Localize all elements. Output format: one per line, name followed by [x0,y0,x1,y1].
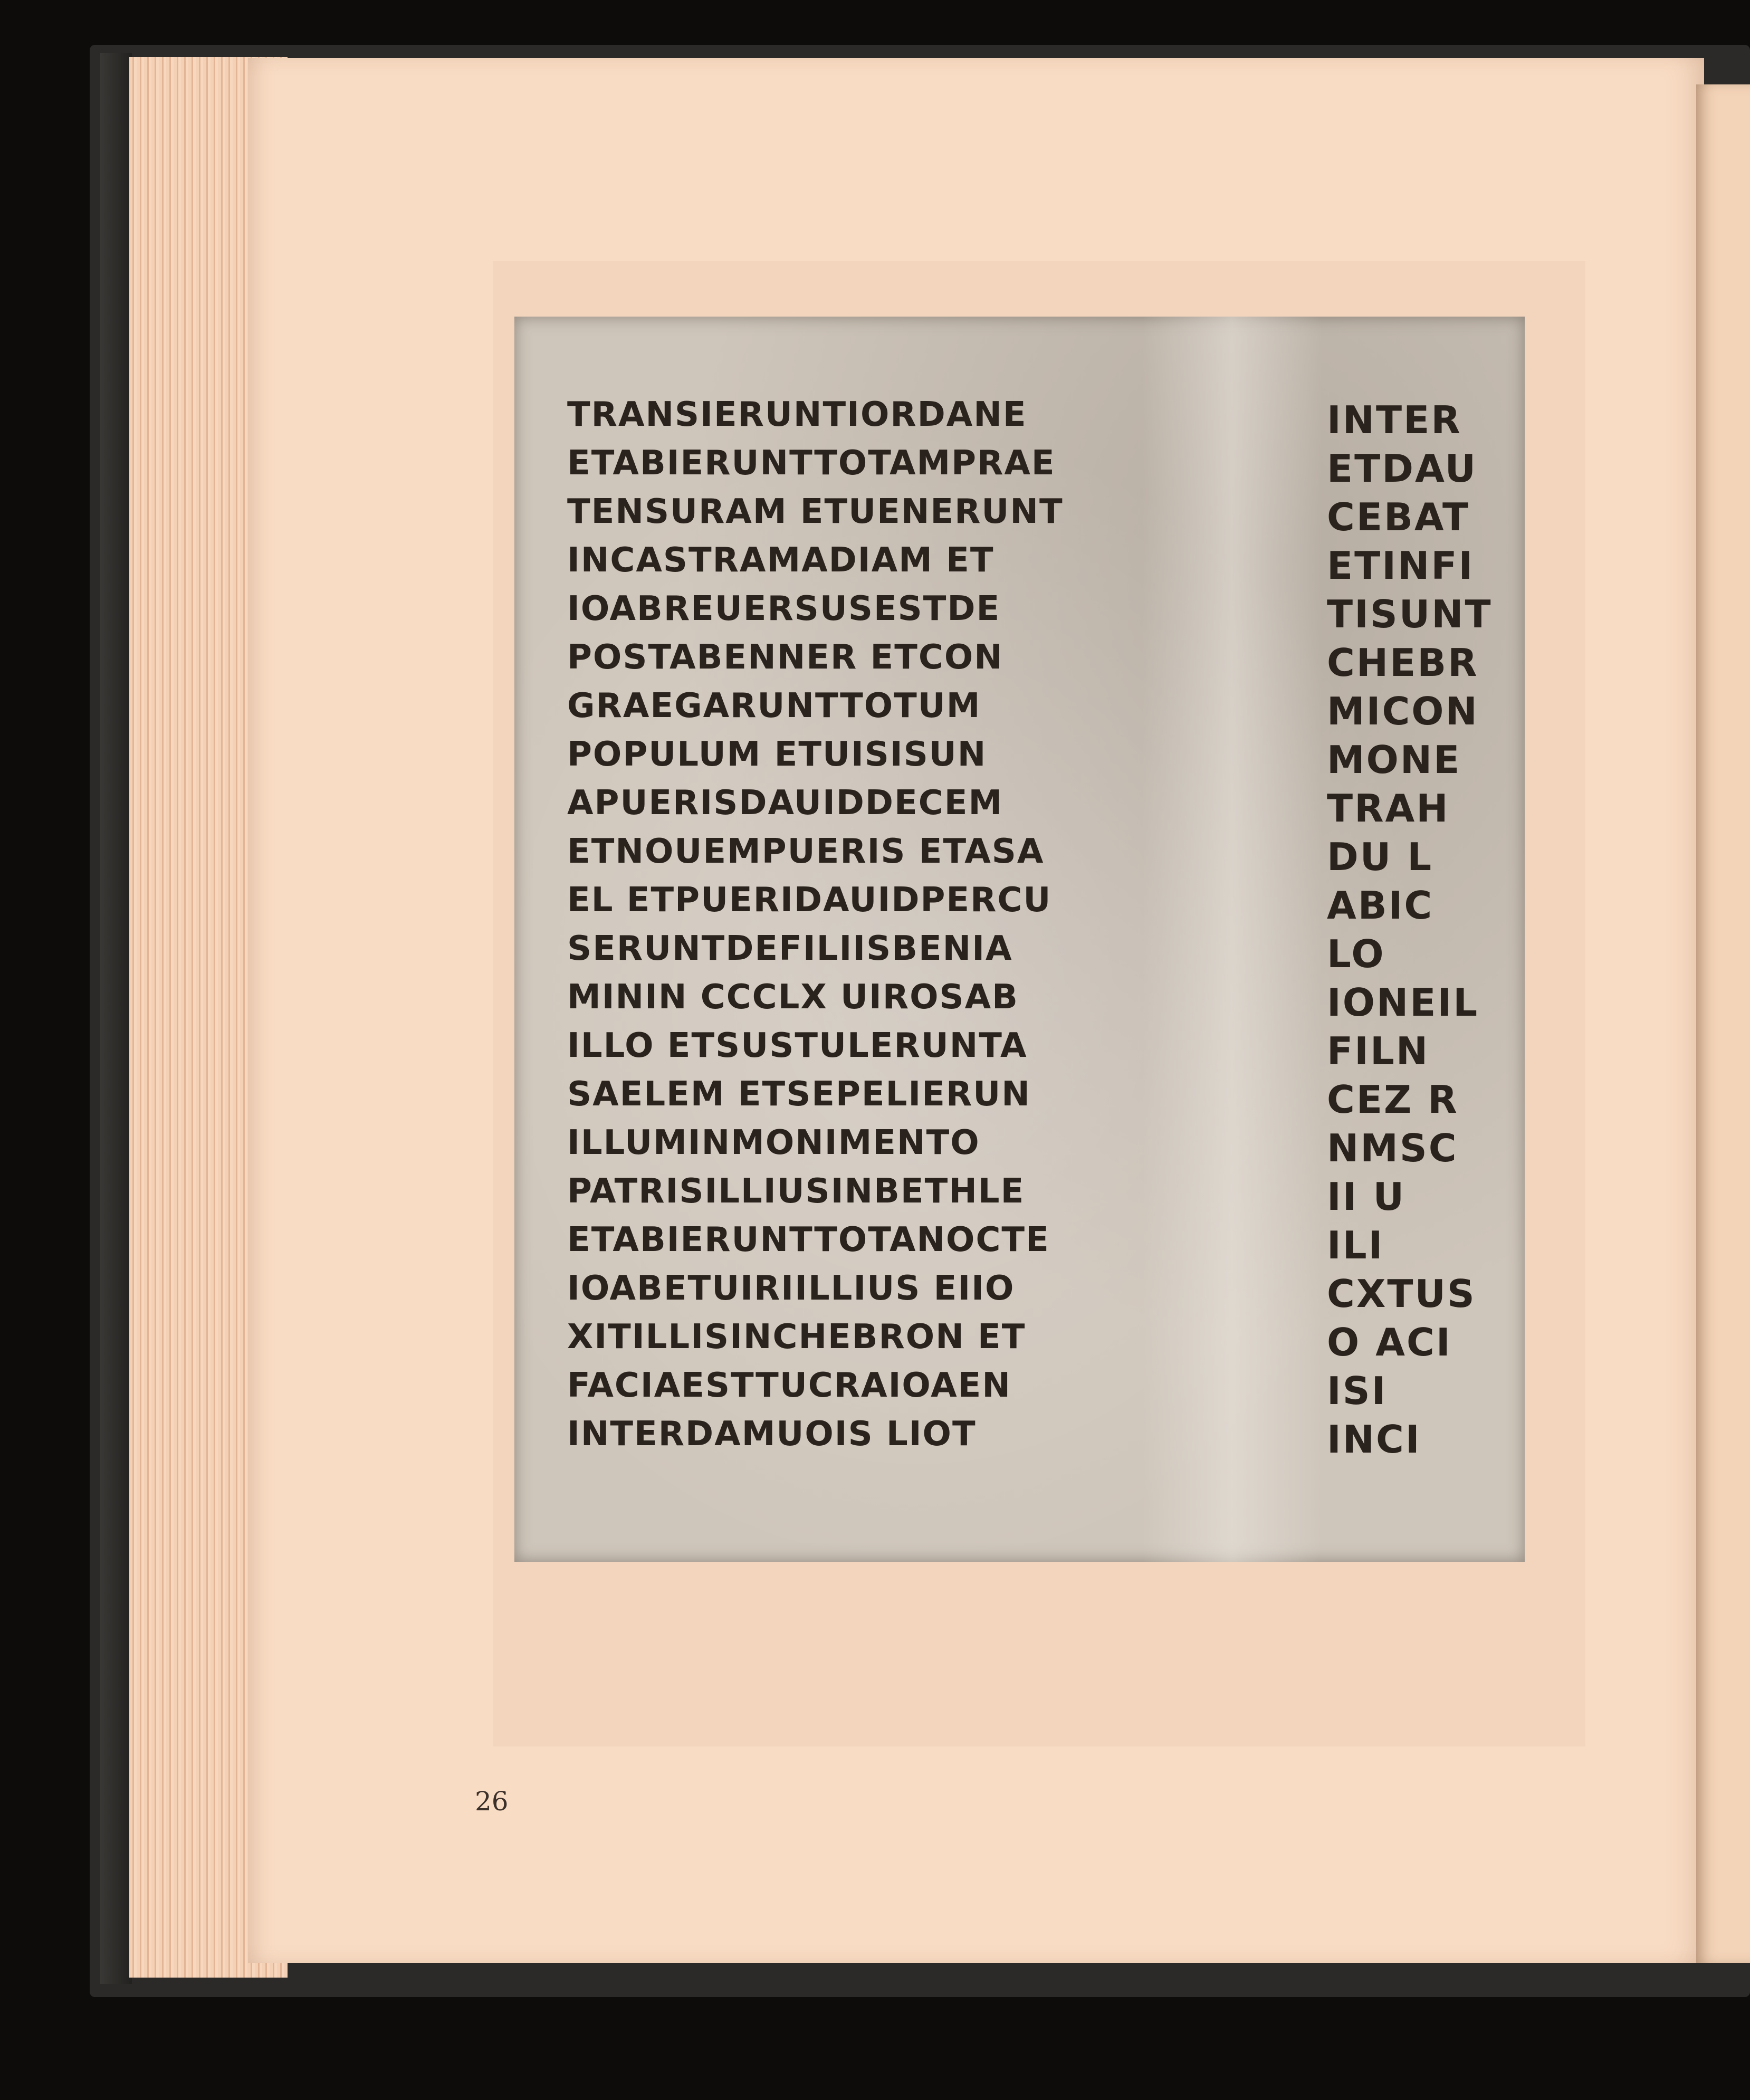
manuscript-line: XITILLISINCHEBRON ET [567,1318,1026,1357]
manuscript-line: IONEIL [1327,980,1479,1025]
manuscript-line: ISI [1327,1369,1388,1413]
manuscript-left-column [567,390,1174,1458]
manuscript-line: INCI [1327,1417,1421,1462]
manuscript-line: LO [1327,932,1385,976]
manuscript-line: GRAEGARUNTTOTUM [567,686,981,726]
manuscript-line: POPULUM ETUISISUN [567,735,987,774]
manuscript-line: POSTABENNER ETCON [567,638,1003,677]
manuscript-line: TRANSIERUNTIORDANE [567,395,1027,434]
manuscript-line: EL ETPUERIDAUIDPERCU [567,881,1052,920]
manuscript-line: ETDAU [1327,446,1478,491]
manuscript-line: INTER [1327,398,1462,442]
manuscript-line: DU L [1327,835,1433,879]
manuscript-line: ETNOUEMPUERIS ETASA [567,832,1045,871]
manuscript-line: APUERISDAUIDDECEM [567,784,1003,823]
manuscript-line: MININ CCCLX UIROSAB [567,978,1019,1017]
manuscript-line: O ACI [1327,1320,1452,1364]
manuscript-line: TISUNT [1327,592,1493,636]
manuscript-line: ETABIERUNTTOTAMPRAE [567,444,1056,483]
manuscript-line: SERUNTDEFILIISBENIA [567,929,1013,968]
facing-page-edge [1696,84,1750,1963]
manuscript-plate [514,317,1525,1562]
manuscript-line: IOABETUIRIILLIUS EIIO [567,1269,1015,1308]
manuscript-line: CXTUS [1327,1272,1476,1316]
manuscript-line: ETINFI [1327,543,1475,588]
manuscript-line: ILLUMINMONIMENTO [567,1123,980,1162]
manuscript-line: INCASTRAMADIAM ET [567,541,994,580]
manuscript-line: MICON [1327,689,1479,733]
manuscript-line: ETABIERUNTTOTANOCTE [567,1220,1050,1259]
manuscript-line: INTERDAMUOIS LIOT [567,1415,977,1454]
manuscript-line: II U [1327,1175,1406,1219]
manuscript-line: ILLO ETSUSTULERUNTA [567,1026,1028,1065]
manuscript-line: CEZ R [1327,1077,1459,1122]
manuscript-line: CEBAT [1327,495,1470,539]
manuscript-line: FACIAESTTUCRAIOAEN [567,1366,1011,1405]
manuscript-line: CHEBR [1327,641,1479,685]
manuscript-line: ABIC [1327,883,1434,928]
book-spine-edge [100,53,132,1984]
manuscript-line: ILI [1327,1223,1384,1267]
manuscript-line: IOABREUERSUSESTDE [567,589,1001,628]
manuscript-line: TENSURAM ETUENERUNT [567,492,1064,531]
manuscript-line: PATRISILLIUSINBETHLE [567,1172,1025,1211]
manuscript-line: NMSC [1327,1126,1458,1170]
manuscript-line: SAELEM ETSEPELIERUN [567,1075,1031,1114]
manuscript-right-column [1327,396,1525,1464]
page-number: 26 [475,1786,509,1817]
manuscript-line: MONE [1327,738,1461,782]
manuscript-line: FILN [1327,1029,1430,1073]
manuscript-line: TRAH [1327,786,1450,831]
